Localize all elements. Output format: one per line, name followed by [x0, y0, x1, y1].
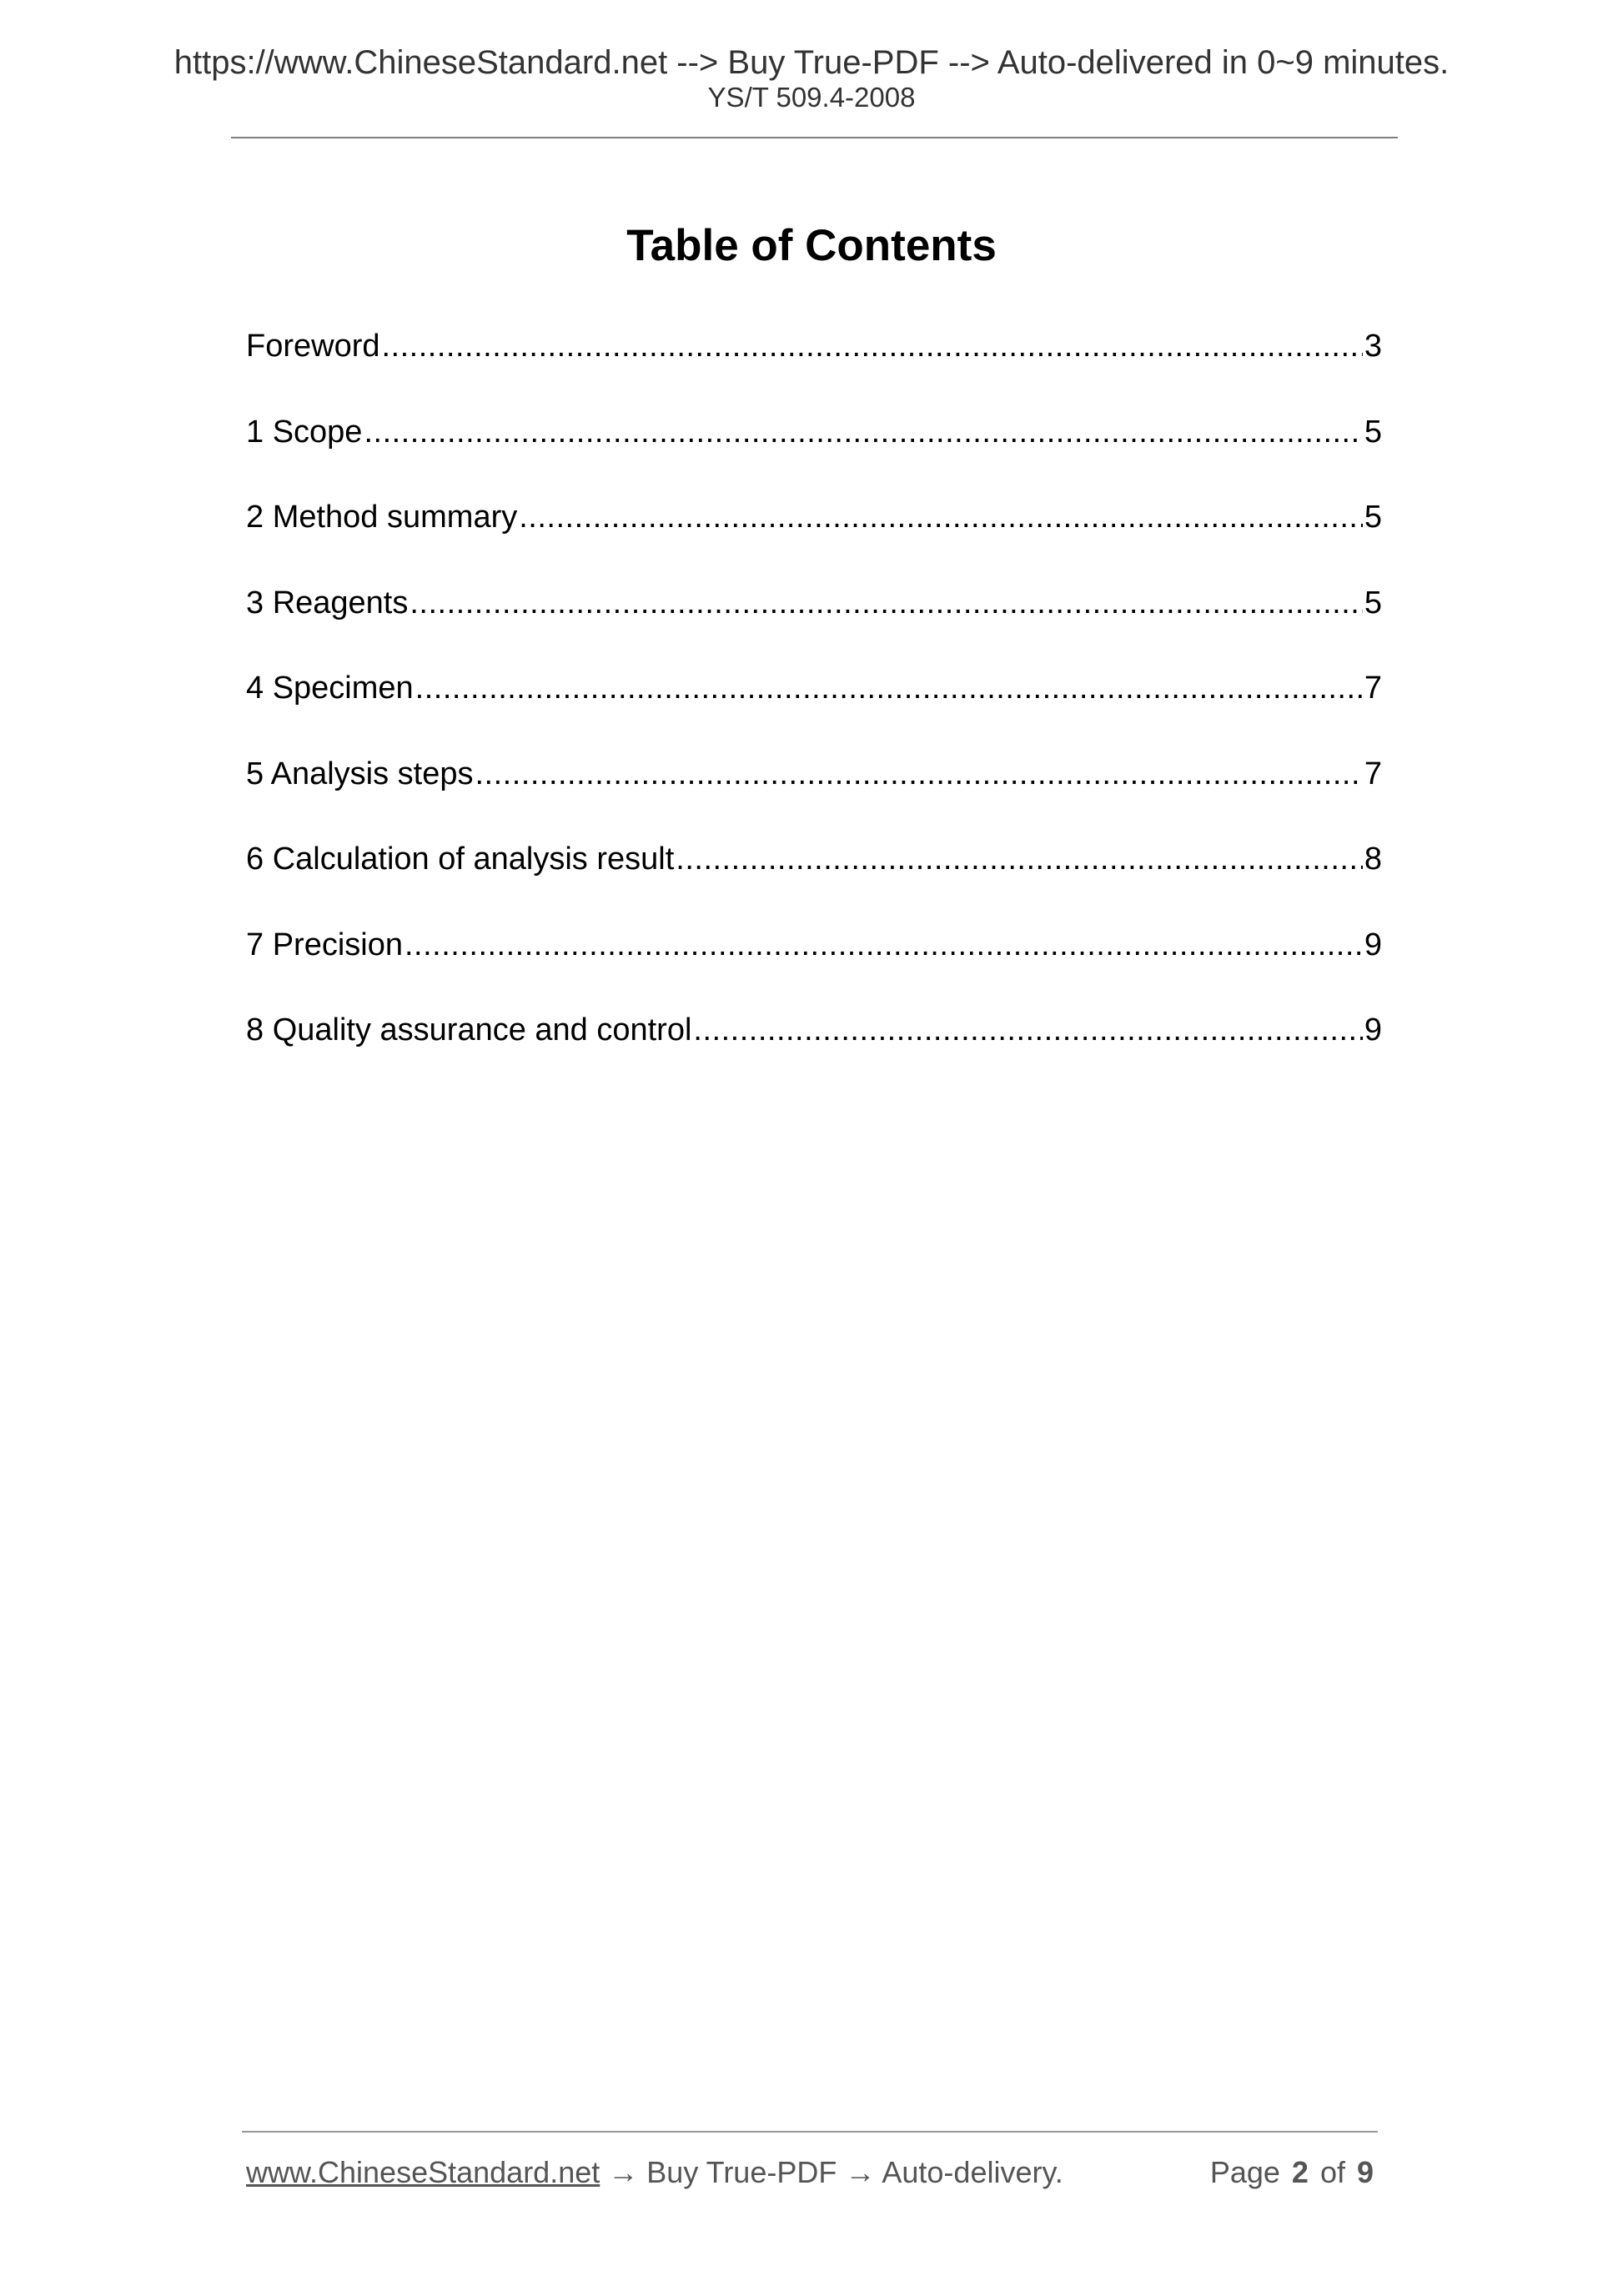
toc-entry-page: 5	[1364, 500, 1382, 535]
toc-entry-page: 3	[1364, 329, 1382, 364]
toc-entry-page: 7	[1364, 756, 1382, 791]
toc-entry-specimen[interactable]	[246, 663, 1382, 749]
toc-entry-label: 8 Quality assurance and control	[246, 1012, 692, 1048]
toc-entry-page: 7	[1364, 671, 1382, 706]
toc-entry-page: 5	[1364, 585, 1382, 620]
page-number	[1210, 2152, 1374, 2193]
toc-entry-precision[interactable]	[246, 920, 1382, 1006]
toc-dot-leader	[404, 920, 1363, 970]
toc-dot-leader	[693, 1005, 1362, 1055]
footer-delivery-text: Auto-delivery.	[882, 2155, 1063, 2189]
arrow-right-icon: →	[608, 2155, 639, 2189]
toc-entry-quality-assurance[interactable]	[246, 1005, 1382, 1091]
footer-divider	[242, 2131, 1378, 2133]
total-pages-number: 9	[1356, 2155, 1374, 2189]
toc-entry-label: 3 Reagents	[246, 585, 409, 620]
toc-entry-calculation[interactable]	[246, 834, 1382, 920]
page-label: Page	[1209, 2155, 1280, 2189]
toc-dot-leader	[475, 749, 1362, 799]
document-code: YS/T 509.4-2008	[707, 82, 916, 113]
toc-entry-page: 9	[1364, 927, 1382, 962]
header-divider	[231, 137, 1398, 138]
toc-entry-label: 2 Method summary	[246, 500, 518, 535]
page-title: Table of Contents	[626, 220, 997, 270]
toc-entry-label: 1 Scope	[246, 414, 363, 450]
toc-entry-analysis-steps[interactable]	[246, 749, 1382, 835]
toc-entry-label: 5 Analysis steps	[246, 756, 474, 791]
toc-dot-leader	[415, 663, 1363, 713]
top-banner[interactable]: https://www.ChineseStandard.net --> Buy True-PDF --> Auto-delivered in 0~9 minutes.	[173, 44, 1450, 81]
of-label: of	[1319, 2155, 1345, 2189]
toc-entry-foreword[interactable]	[246, 321, 1382, 407]
arrow-right-icon: →	[845, 2155, 876, 2189]
page-footer	[246, 2152, 1374, 2193]
toc-dot-leader	[382, 321, 1363, 371]
toc-entry-page: 8	[1364, 842, 1382, 877]
toc-entry-label: 7 Precision	[246, 927, 403, 962]
toc-entry-label: 4 Specimen	[246, 671, 414, 706]
toc-entry-label: 6 Calculation of analysis result	[246, 842, 675, 877]
toc-dot-leader	[676, 834, 1363, 884]
toc-entry-label: Foreword	[246, 329, 380, 364]
table-of-contents	[246, 321, 1382, 1091]
toc-entry-reagents[interactable]	[246, 578, 1382, 664]
toc-dot-leader	[410, 578, 1362, 628]
toc-dot-leader	[364, 407, 1362, 457]
website-link[interactable]: www.ChineseStandard.net	[246, 2155, 600, 2189]
toc-entry-page: 9	[1364, 1012, 1382, 1048]
footer-promo	[246, 2152, 1063, 2193]
toc-entry-page: 5	[1364, 414, 1382, 450]
footer-buy-text: Buy True-PDF	[646, 2155, 837, 2189]
toc-dot-leader	[519, 492, 1363, 542]
toc-entry-scope[interactable]	[246, 407, 1382, 493]
current-page-number: 2	[1291, 2155, 1309, 2189]
toc-entry-method-summary[interactable]	[246, 492, 1382, 578]
